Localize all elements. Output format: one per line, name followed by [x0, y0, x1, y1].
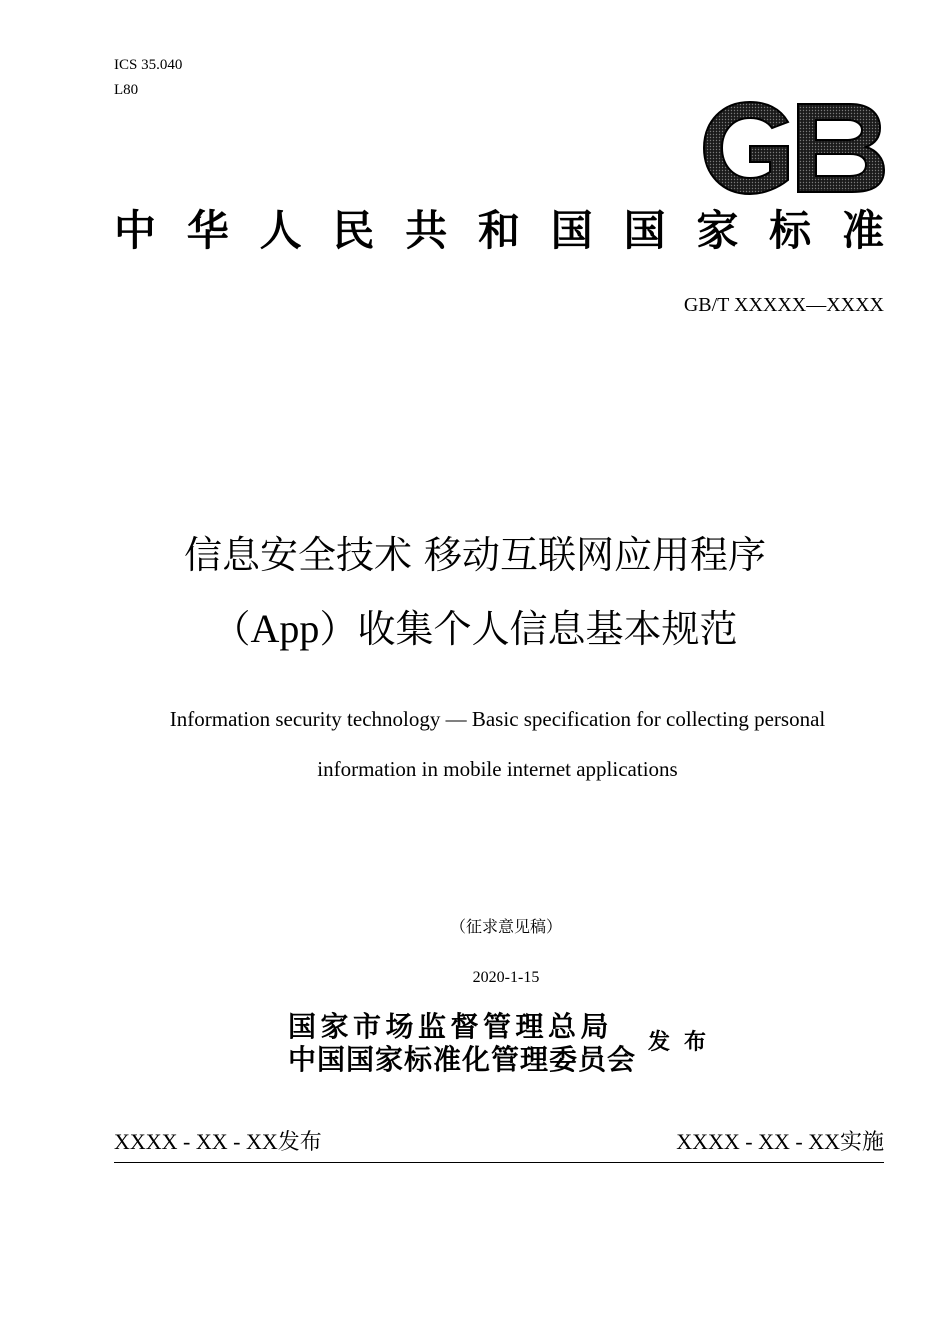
issuer-sac: 中国国家标准化管理委员会	[288, 1043, 637, 1076]
title-char: 和	[477, 206, 520, 255]
chinese-title-line-1: 信息安全技术 移动互联网应用程序	[183, 533, 767, 577]
issuer-samr: 国家市场监督管理总局	[288, 1010, 614, 1043]
chinese-title-line-2	[0, 606, 950, 652]
release-date: XXXX - XX - XX发布	[114, 1129, 322, 1154]
gb-logo	[700, 100, 886, 196]
standard-type-title	[114, 200, 884, 256]
issuer-block	[288, 1010, 637, 1076]
title-char: 共	[405, 206, 448, 255]
title-app: App	[250, 606, 320, 651]
title-char: 标	[769, 206, 812, 255]
title-char: 家	[696, 206, 739, 255]
title-char: 国	[623, 206, 666, 255]
title-rest: ）收集个人信息基本规范	[319, 607, 738, 651]
title-char: 人	[259, 206, 302, 255]
effective-date: XXXX - XX - XX实施	[676, 1129, 884, 1154]
title-char: 国	[550, 206, 593, 255]
classification-code: L80	[114, 82, 139, 98]
draft-status: （征求意见稿）	[449, 917, 562, 936]
bottom-divider	[114, 1162, 884, 1163]
standard-number: GB/T XXXXX—XXXX	[683, 294, 884, 316]
title-paren-open: （	[212, 607, 251, 651]
ics-code: ICS 35.040	[114, 57, 183, 73]
english-title-line-1: Information security technology — Basic specification for collecting personal	[169, 707, 826, 731]
title-char: 中	[114, 206, 157, 255]
english-title-line-2: information in mobile internet applications	[317, 757, 678, 781]
title-char: 准	[841, 206, 884, 255]
issued-label: 发布	[648, 1030, 721, 1055]
draft-date: 2020-1-15	[472, 969, 540, 986]
title-char: 华	[186, 206, 229, 255]
title-char: 民	[332, 206, 375, 255]
